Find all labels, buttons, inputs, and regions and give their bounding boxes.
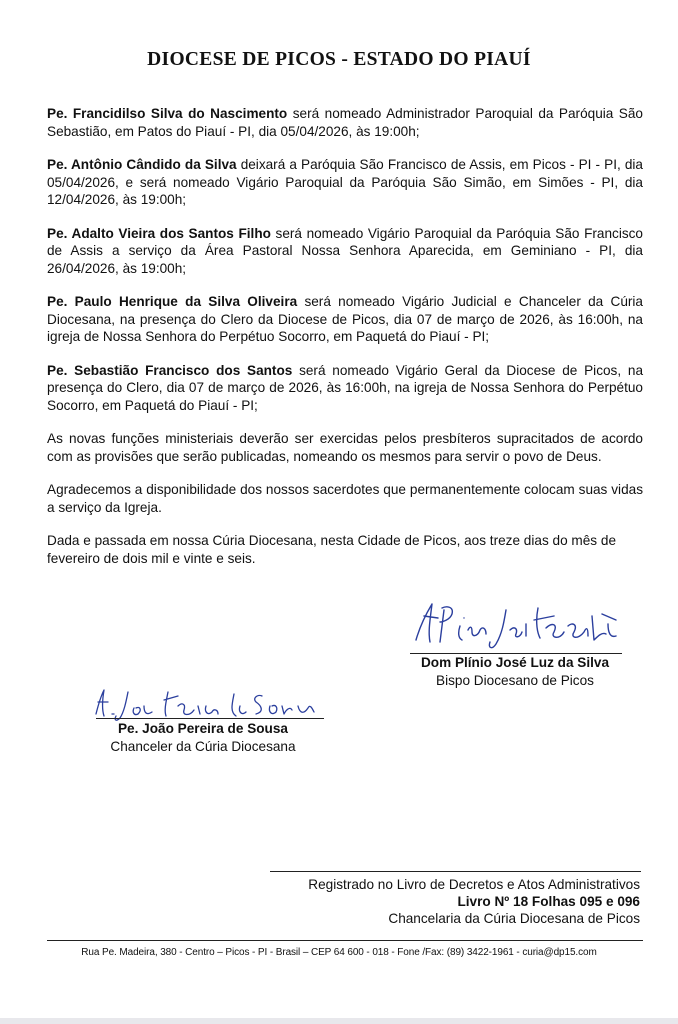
bishop-signature-block	[400, 654, 630, 690]
paragraph-text: será nomeado Vigário Judicial e Chanceler da Cúria Diocesana, na presença do Clero da Diocese de Picos, dia 07 de março de 2026, às 16:00h, na igreja de Nossa Senhora do Perpétuo Socorro, em Paquetá do Piauí - PI;	[47, 294, 643, 344]
registry-line-3: Chancelaria da Cúria Diocesana de Picos	[388, 911, 640, 926]
paragraph-text: As novas funções ministeriais deverão ser exercidas pelos presbíteros supracitados de acordo com as provisões que serão publicadas, nomeando os mesmos para servir o povo de Deus.	[47, 431, 643, 464]
priest-name: Pe. Paulo Henrique da Silva Oliveira	[47, 294, 298, 309]
paragraph-3	[47, 225, 643, 278]
priest-name: Pe. Antônio Cândido da Silva	[47, 157, 237, 172]
chancellor-name: Pe. João Pereira de Sousa	[117, 721, 288, 736]
paragraph-text: Agradecemos a disponibilidade dos nossos sacerdotes que permanentemente colocam suas vidas a serviço da Igreja.	[47, 482, 643, 515]
paragraph-text: deixará a Paróquia São Francisco de Assis, em Picos - PI - PI, dia 05/04/2026, e será nomeado Vigário Paroquial da Paróquia São Simão, em Simões - PI, dia 12/04/2026, às 19:00h;	[47, 157, 643, 207]
chancellor-signature-line	[96, 718, 324, 719]
paragraph-7	[47, 481, 643, 516]
bishop-name: Dom Plínio José Luz da Silva	[420, 655, 610, 670]
registry-line-2: Livro Nº 18 Folhas 095 e 096	[457, 894, 640, 909]
registry-divider	[270, 871, 641, 872]
paragraph-2	[47, 156, 643, 209]
paragraph-text: Dada e passada em nossa Cúria Diocesana, nesta Cidade de Picos, aos treze dias do mês de fevereiro de dois mil e vinte e seis.	[47, 533, 616, 566]
bottom-edge	[0, 1018, 678, 1024]
bishop-signature	[402, 596, 632, 658]
chancellor-signature-block	[92, 720, 314, 756]
paragraph-5	[47, 362, 643, 415]
paragraph-text: será nomeado Administrador Paroquial da Paróquia São Sebastião, em Patos do Piauí - PI, dia 05/04/2026, às 19:00h;	[47, 106, 643, 139]
paragraph-8	[47, 532, 643, 567]
priest-name: Pe. Francidilso Silva do Nascimento	[47, 106, 288, 121]
document-body	[47, 105, 643, 583]
paragraph-4	[47, 293, 643, 346]
registry-note	[308, 876, 640, 927]
priest-name: Pe. Adalto Vieira dos Santos Filho	[47, 225, 271, 241]
priest-name: Pe. Sebastião Francisco dos Santos	[47, 362, 293, 378]
footer-divider	[47, 940, 643, 941]
registry-line-1: Registrado no Livro de Decretos e Atos Administrativos	[308, 877, 640, 892]
paragraph-text: será nomeado Vigário Geral da Diocese de Picos, na presença do Clero, dia 07 de março de 2026, às 16:00h, na igreja de Nossa Senhora do Perpétuo Socorro, em Paquetá do Piauí - PI;	[47, 362, 643, 413]
footer-address: Rua Pe. Madeira, 380 - Centro – Picos - PI - Brasil – CEP 64 600 - 018 - Fone /Fax: (89) 3422-1961 - curia@dp15.com	[81, 947, 597, 958]
document-title: DIOCESE DE PICOS - ESTADO DO PIAUÍ	[147, 49, 531, 70]
paragraph-6	[47, 430, 643, 465]
paragraph-text: será nomeado Vigário Paroquial da Paróquia São Francisco de Assis a serviço da Área Pastoral Nossa Senhora Aparecida, em Geminiano - PI, dia 26/04/2026, às 19:00h;	[47, 225, 643, 276]
bishop-role: Bispo Diocesano de Picos	[436, 673, 594, 688]
paragraph-1	[47, 105, 643, 140]
chancellor-role: Chanceler da Cúria Diocesana	[110, 739, 296, 754]
